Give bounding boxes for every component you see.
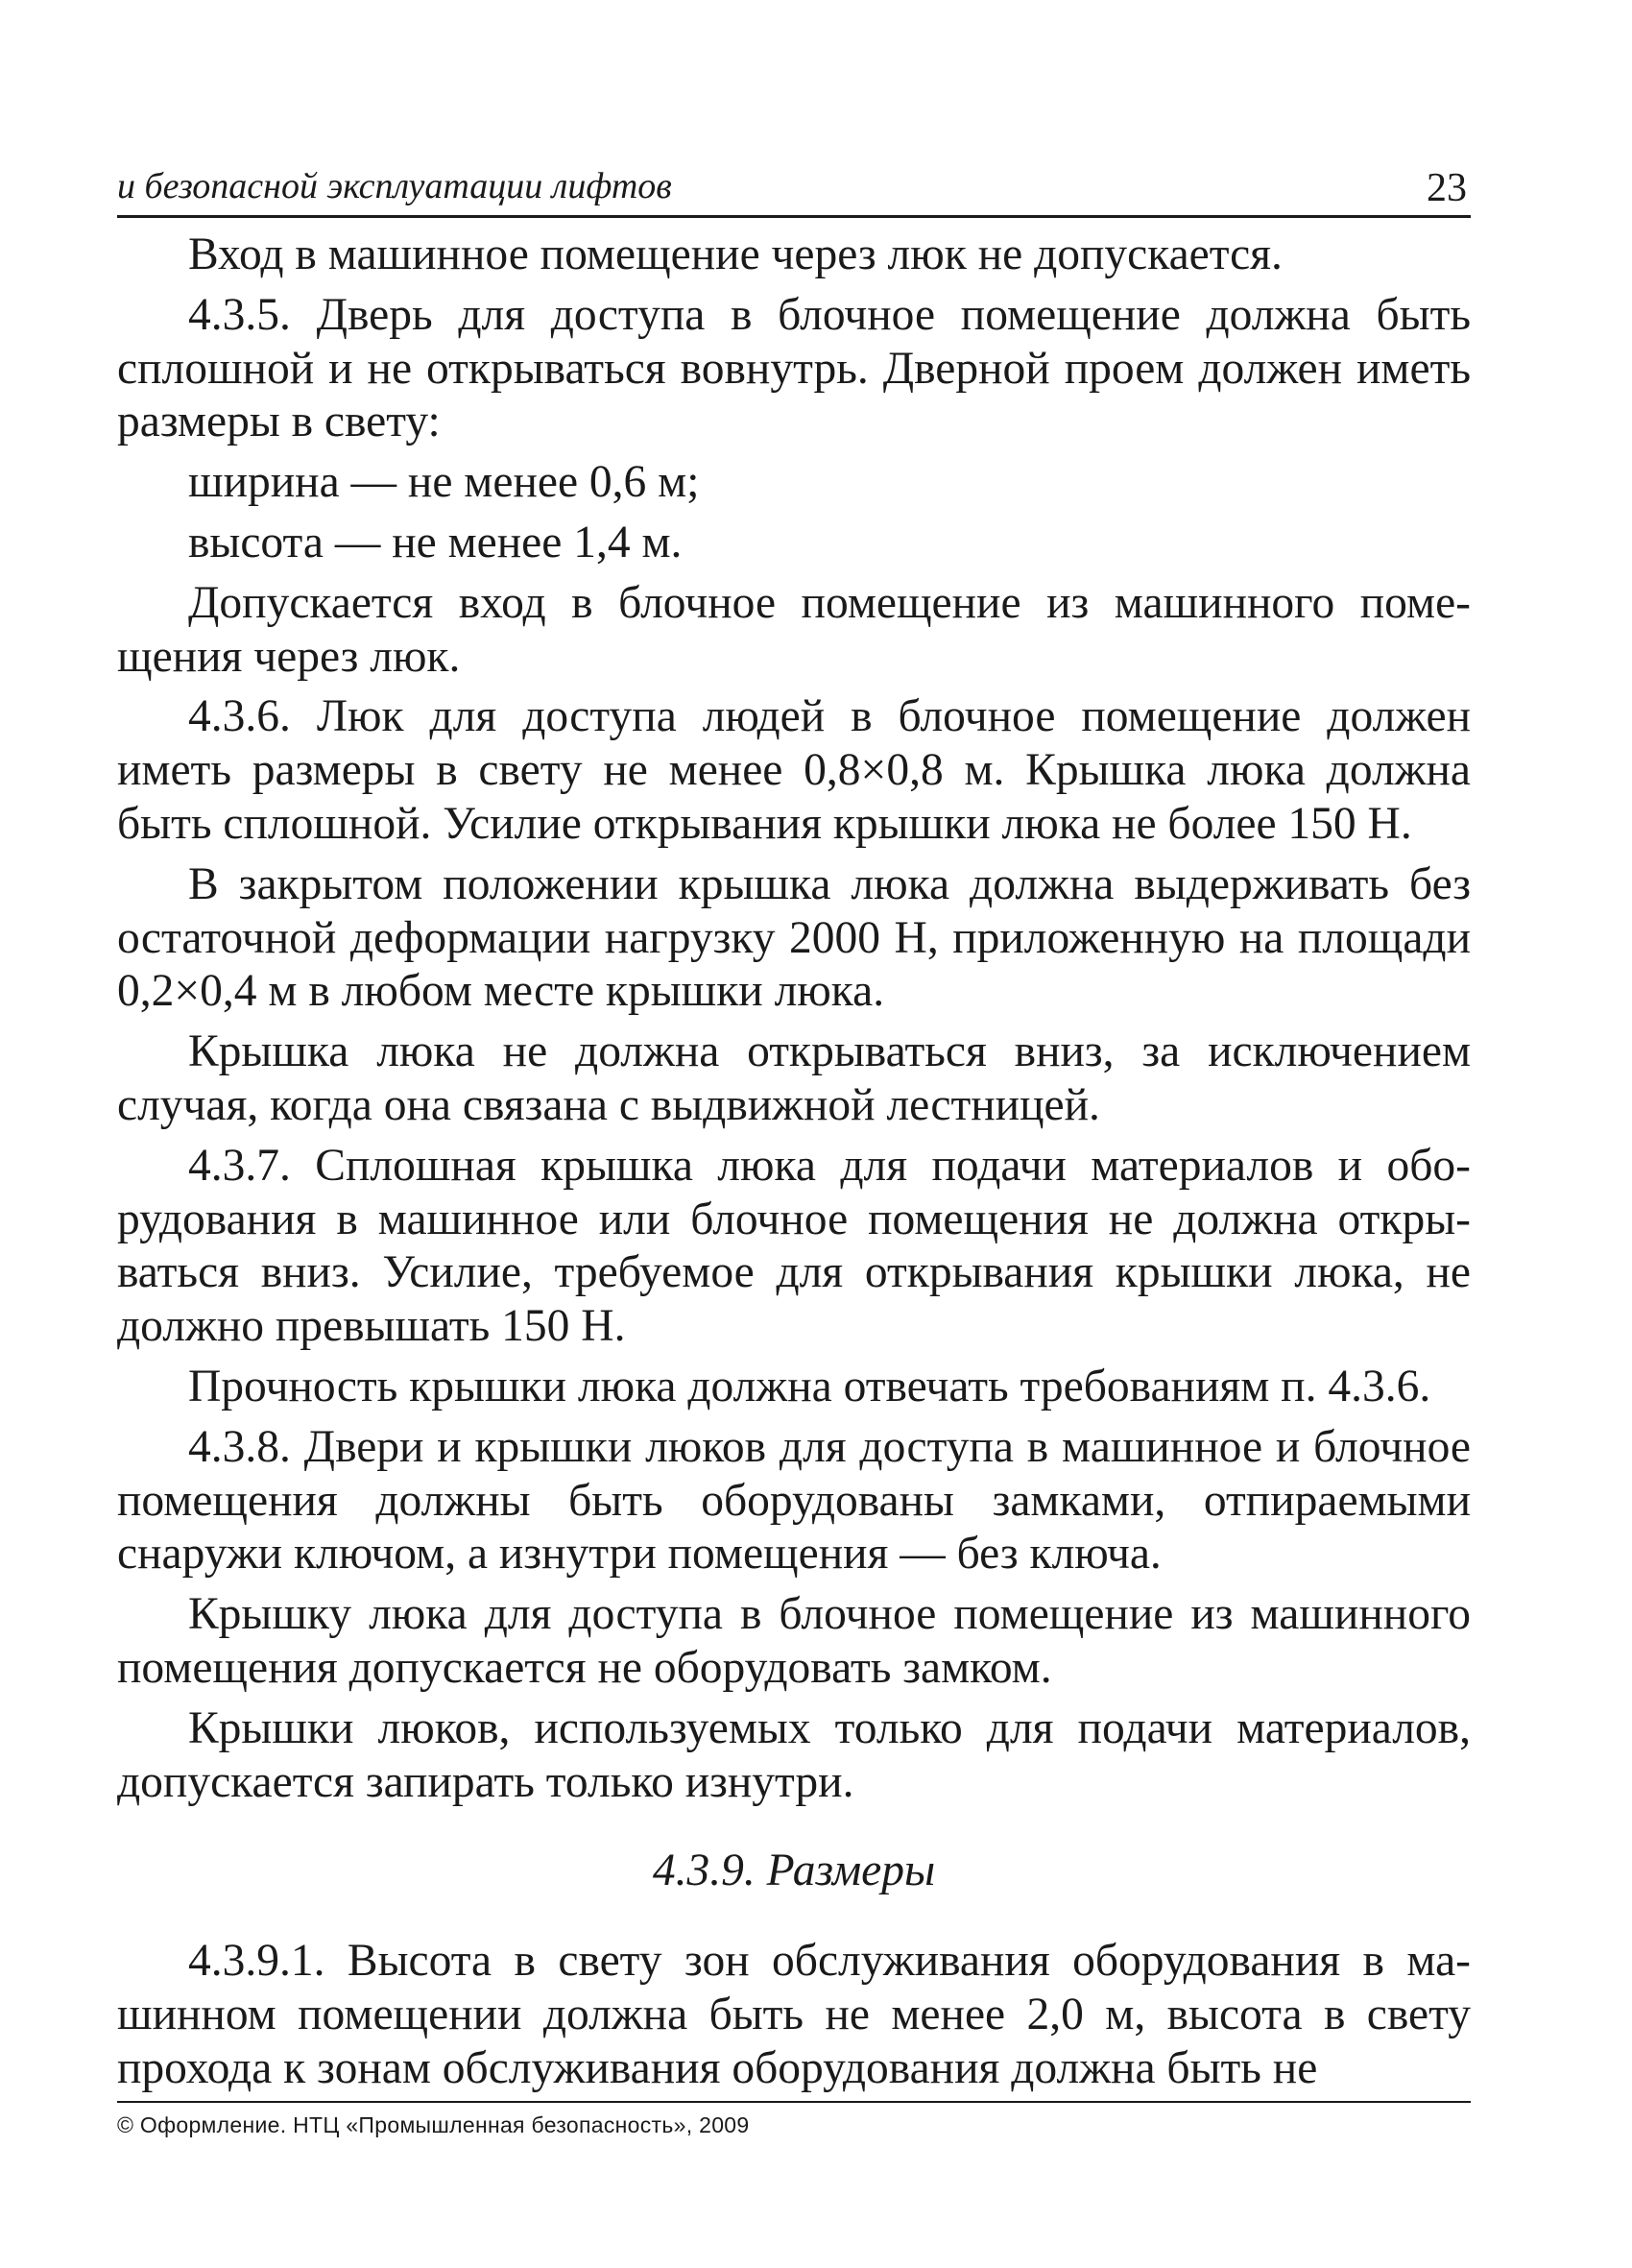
paragraph: 4.3.5. Дверь для доступа в блочное помещение должна быть сплошной и не открываться вовнутрь. Дверной проем должен иметь размеры в свету: <box>117 289 1471 447</box>
paragraph: ширина — не менее 0,6 м; <box>188 457 700 508</box>
footer-rule <box>117 2101 1471 2103</box>
paragraph: Крышки люков, используемых только для подачи материалов, допускается запирать только изнутри. <box>117 1702 1471 1807</box>
document-page <box>117 0 1471 2268</box>
paragraph: Крышка люка не должна открываться вниз, за исключением случая, когда она связана с выдвижной лестницей. <box>117 1026 1471 1130</box>
paragraph: В закрытом положении крышка люка должна выдерживать без остаточной деформации нагрузку 2000 Н, приложенную на площади 0,2×0,4 м в любом месте крышки люка. <box>117 858 1471 1017</box>
paragraph: Прочность крышки люка должна отвечать требованиям п. 4.3.6. <box>188 1361 1431 1411</box>
paragraph: высота — не менее 1,4 м. <box>188 517 683 567</box>
section-subheading: 4.3.9. Размеры <box>652 1846 936 1896</box>
paragraph: Допускается вход в блочное помещение из машинного помещения через люк. <box>117 577 1471 682</box>
paragraph: Крышку люка для доступа в блочное помещение из машинного помещения допускается не оборудовать замком. <box>117 1589 1471 1693</box>
paragraph: 4.3.7. Сплошная крышка люка для подачи материалов и оборудования в машинное или блочное помещения не должна открываться вниз. Усилие, требуемое для открывания крышки люка, не должно превышать 150 Н. <box>117 1140 1471 1352</box>
paragraph: 4.3.6. Люк для доступа людей в блочное помещение должен иметь размеры в свету не менее 0,8×0,8 м. Крышка люка должна быть сплошной. Усилие открывания крышки люка не более 150 Н. <box>117 691 1471 849</box>
running-header-title: и безопасной эксплуатации лифтов <box>117 166 672 206</box>
paragraph: Вход в машинное помещение через люк не допускается. <box>188 229 1283 279</box>
running-header <box>117 161 1471 218</box>
body-text <box>117 229 1471 2103</box>
footer-copyright: © Оформление. НТЦ «Промышленная безопасность», 2009 <box>117 2112 750 2137</box>
paragraph: 4.3.9.1. Высота в свету зон обслуживания оборудования в машинном помещении должна быть не менее 2,0 м, высота в свету прохода к зонам обслуживания оборудования должна быть не <box>117 1936 1471 2093</box>
paragraph: 4.3.8. Двери и крышки люков для доступа в машинное и блочное помещения должны быть оборудованы замками, отпираемыми снаружи ключом, а изнутри помещения — без ключа. <box>117 1421 1471 1580</box>
page-number: 23 <box>1427 166 1467 210</box>
